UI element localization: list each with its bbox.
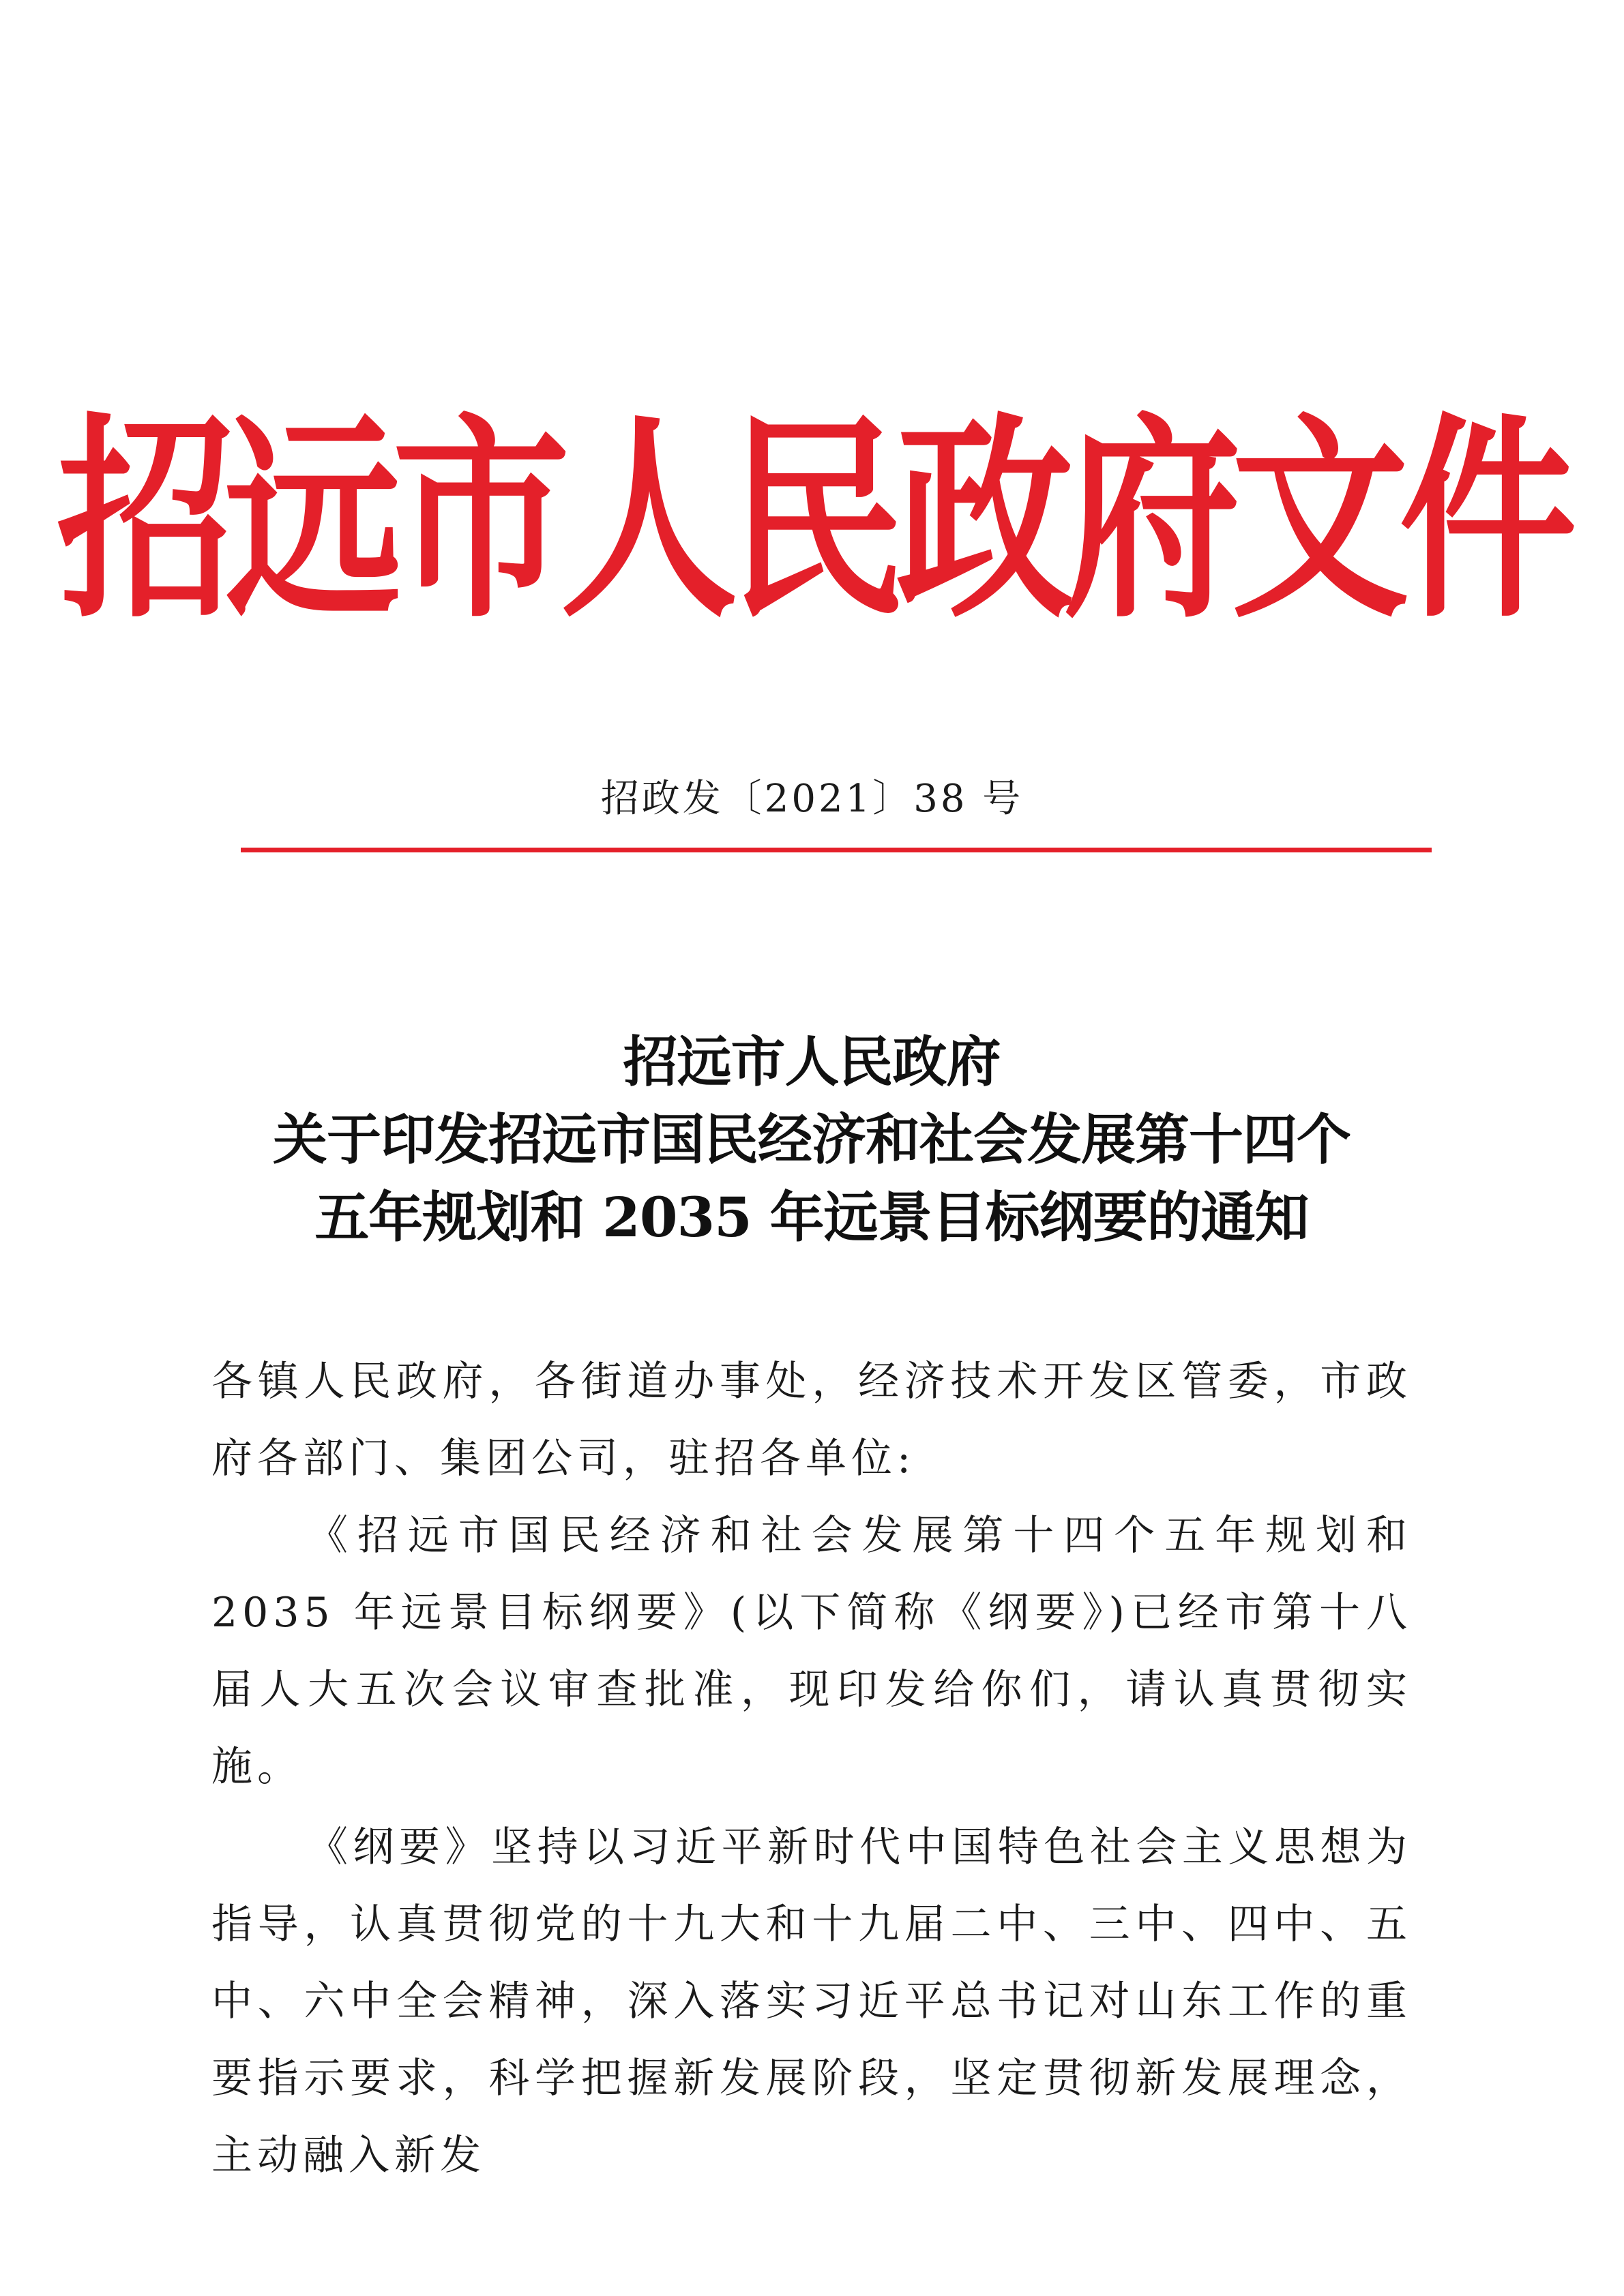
document-number: 招政发〔2021〕38 号 [600,777,1024,821]
notice-title [171,1023,1453,1256]
body-text [211,1343,1412,2194]
masthead-title: 招远市人民政府文件 [57,396,1567,648]
title-line-1: 招远市人民政府 [623,1030,1001,1094]
paragraph-2: 《纲要》坚持以习近平新时代中国特色社会主义思想为指导，认真贯彻党的十九大和十九届二中、三中、四中、五中、六中全会精神，深入落实习近平总书记对山东工作的重要指示要求，科学把握新发展阶段，坚定贯彻新发展理念，主动融入新发 [211,1823,1412,2179]
title-line-2: 关于印发招远市国民经济和社会发展第十四个 [273,1107,1350,1172]
salutation: 各镇人民政府，各街道办事处，经济技术开发区管委，市政府各部门、集团公司，驻招各单位: [211,1358,1412,1482]
paragraph-1: 《招远市国民经济和社会发展第十四个五年规划和 2035 年远景目标纲要》(以下简称《纲要》)已经市第十八届人大五次会议审查批准，现印发给你们，请认真贯彻实施。 [211,1512,1412,1791]
title-line-3: 五年规划和 2035 年远景目标纲要的通知 [314,1185,1309,1249]
red-divider-line [241,848,1432,852]
